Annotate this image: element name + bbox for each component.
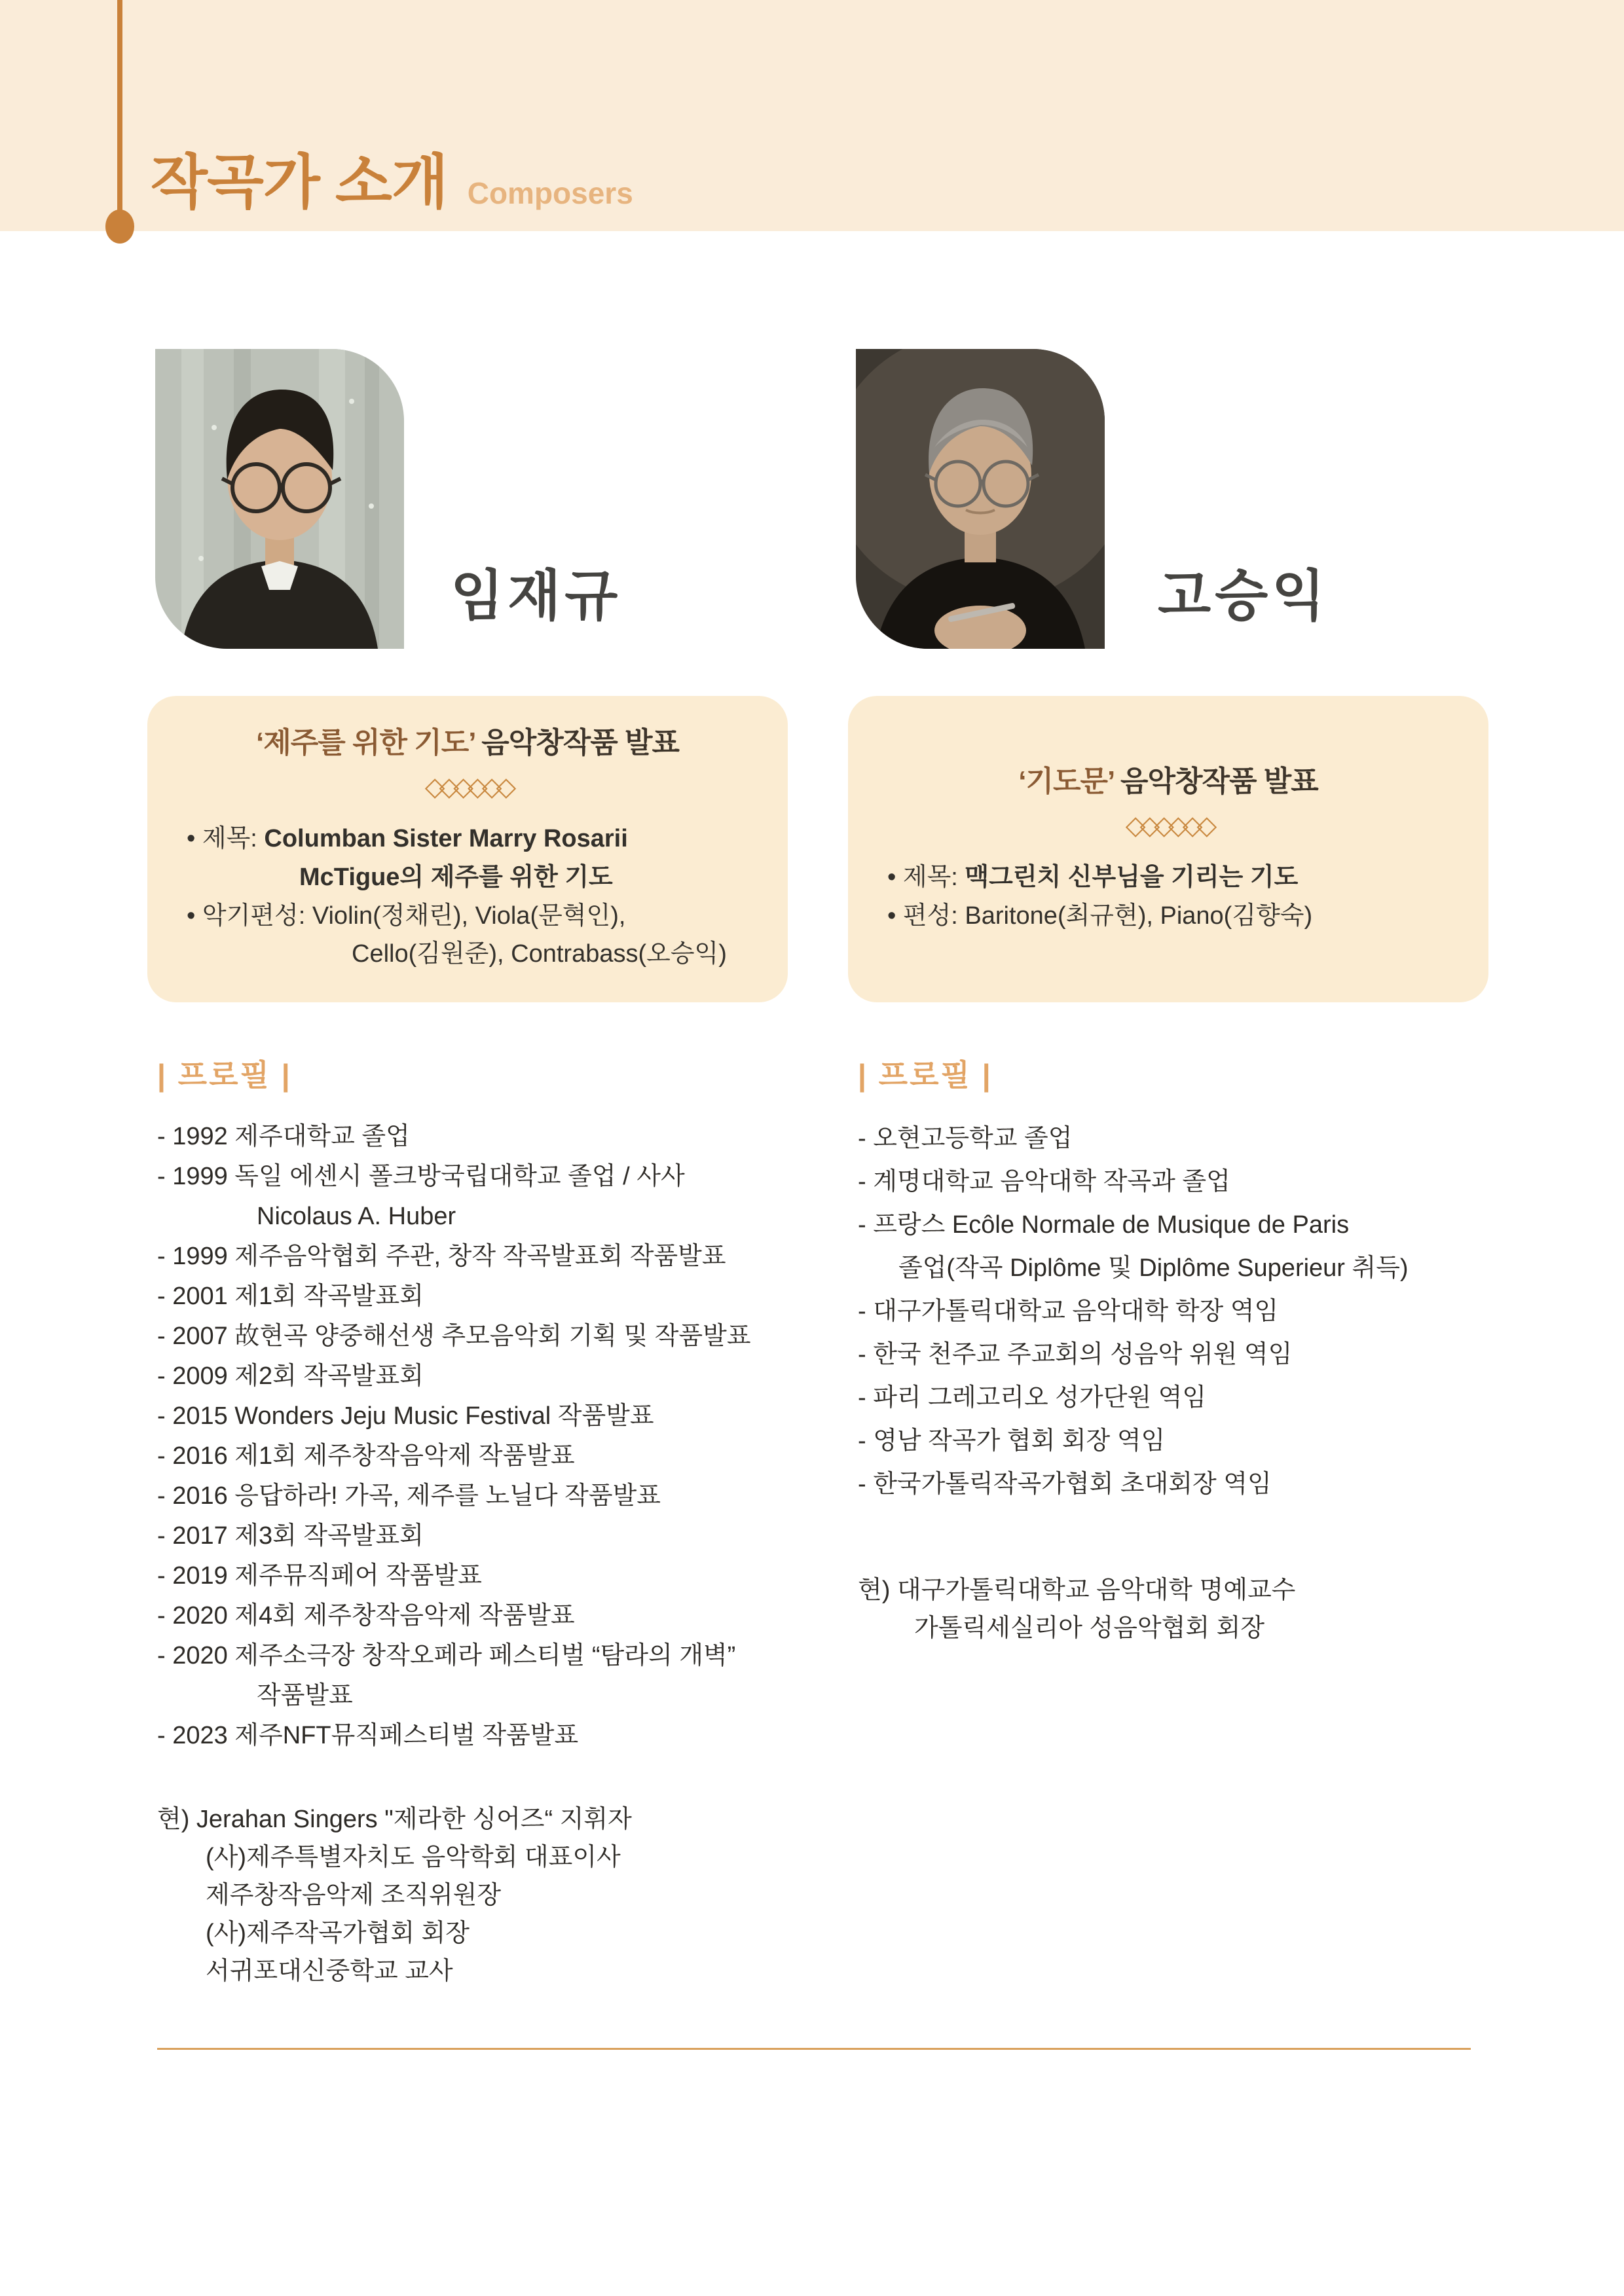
profile-item-continuation: Nicolaus A. Huber bbox=[257, 1203, 456, 1230]
profile-item: - 한국 천주교 주교회의 성음악 위원 역임 bbox=[858, 1341, 1293, 1368]
work-title-2 bbox=[887, 763, 1449, 799]
work-title-1 bbox=[187, 725, 748, 761]
profile-item: - 2007 故현곡 양중해선생 추모음악회 기획 및 작품발표 bbox=[157, 1322, 751, 1350]
portrait-photo-composer-1 bbox=[155, 349, 404, 649]
profile-item-continuation: 졸업(작곡 Diplôme 및 Diplôme Superieur 취득) bbox=[898, 1254, 1409, 1282]
profile-item: - 2019 제주뮤직페어 작품발표 bbox=[157, 1562, 482, 1590]
profile-item: - 2017 제3회 작곡발표회 bbox=[157, 1522, 424, 1550]
profile-item: - 2020 제4회 제주창작음악제 작품발표 bbox=[157, 1602, 575, 1630]
profile-heading-1: | 프로필 | bbox=[157, 1058, 292, 1092]
work-detail-title-wrap-1: McTigue의 제주를 위한 기도 bbox=[299, 863, 613, 891]
detail-label: • 편성: bbox=[887, 902, 958, 930]
profile-list-1 bbox=[157, 1117, 825, 1756]
detail-value: Violin(정채린), Viola(문혁인), bbox=[312, 902, 626, 930]
portrait-photo-composer-2 bbox=[856, 349, 1105, 649]
profile-item: - 1992 제주대학교 졸업 bbox=[157, 1123, 410, 1150]
profile-item: - 1999 독일 에센시 폴크방국립대학교 졸업 / 사사 bbox=[157, 1163, 685, 1190]
work-detail-instruments-wrap-1: Cello(김원준), Contrabass(오승익) bbox=[352, 940, 727, 968]
work-detail-title-line-2 bbox=[887, 858, 1449, 897]
profile-item: - 파리 그레고리오 성가단원 역임 bbox=[858, 1384, 1207, 1412]
detail-label: • 제목: bbox=[887, 863, 958, 891]
profile-item: - 대구가톨릭대학교 음악대학 학장 역임 bbox=[858, 1298, 1279, 1325]
profile-item: - 2009 제2회 작곡발표회 bbox=[157, 1362, 424, 1390]
page-title bbox=[151, 150, 633, 215]
current-position-item: 제주창작음악제 조직위원장 bbox=[206, 1882, 502, 1909]
profile-item: - 프랑스 Ecôle Normale de Musique de Paris bbox=[858, 1211, 1350, 1239]
header-accent-line bbox=[117, 0, 122, 216]
profile-heading-2: | 프로필 | bbox=[858, 1058, 993, 1092]
profile-item: - 오현고등학교 졸업 bbox=[858, 1125, 1073, 1152]
work-announcement-box-2 bbox=[848, 696, 1488, 1002]
profile-item: - 2001 제1회 작곡발표회 bbox=[157, 1283, 424, 1310]
work-detail-title-line-1 bbox=[187, 820, 748, 858]
composer-name-1: 임재규 bbox=[451, 563, 622, 628]
profile-item: - 영남 작곡가 협회 회장 역임 bbox=[858, 1427, 1166, 1455]
current-position-item: (사)제주작곡가협회 회장 bbox=[206, 1920, 470, 1947]
portrait-illustration-2 bbox=[856, 349, 1105, 649]
detail-label: • 제목: bbox=[187, 824, 257, 852]
current-position-item: (사)제주특별자치도 음악학회 대표이사 bbox=[206, 1844, 621, 1871]
profile-item-continuation: 작품발표 bbox=[257, 1682, 353, 1709]
current-position-item: 서귀포대신중학교 교사 bbox=[206, 1958, 453, 1985]
work-title-rest-1: 음악창작품 발표 bbox=[475, 726, 679, 759]
current-position-item: 가톨릭세실리아 성음악협회 회장 bbox=[914, 1614, 1265, 1642]
profile-item: - 계명대학교 음악대학 작곡과 졸업 bbox=[858, 1168, 1230, 1195]
profile-item: - 한국가톨릭작곡가협회 초대회장 역임 bbox=[858, 1470, 1272, 1498]
detail-label: • 악기편성: bbox=[187, 902, 306, 930]
page-title-korean: 작곡가 소개 bbox=[151, 150, 448, 215]
detail-value: 맥그린치 신부님을 기리는 기도 bbox=[965, 863, 1299, 891]
diamond-divider-1: ◇◇◇◇◇◇ bbox=[424, 772, 511, 801]
profile-item: - 2016 제1회 제주창작음악제 작품발표 bbox=[157, 1442, 575, 1470]
profile-item: - 2023 제주NFT뮤직페스티벌 작품발표 bbox=[157, 1722, 579, 1749]
work-detail-instruments-line-2 bbox=[887, 897, 1449, 936]
work-detail-instruments-line-1 bbox=[187, 897, 748, 936]
profile-item: - 1999 제주음악협회 주관, 창작 작곡발표회 작품발표 bbox=[157, 1243, 726, 1270]
detail-value: Columban Sister Marry Rosarii bbox=[264, 824, 628, 852]
bottom-divider-line bbox=[157, 2048, 1471, 2050]
page-title-english: Composers bbox=[467, 176, 633, 210]
current-position-item: 현) Jerahan Singers "제라한 싱어즈“ 지휘자 bbox=[157, 1806, 632, 1833]
profile-list-2 bbox=[858, 1117, 1532, 1506]
composer-name-2: 고승익 bbox=[1158, 563, 1329, 628]
diamond-divider-2: ◇◇◇◇◇◇ bbox=[1125, 811, 1211, 840]
profile-item: - 2016 응답하라! 가곡, 제주를 노닐다 작품발표 bbox=[157, 1482, 661, 1510]
work-announcement-box-1 bbox=[147, 696, 788, 1002]
work-title-rest-2: 음악창작품 발표 bbox=[1113, 765, 1318, 797]
profile-item: - 2020 제주소극장 창작오페라 페스티벌 “탐라의 개벽” bbox=[157, 1642, 736, 1669]
profile-item: - 2015 Wonders Jeju Music Festival 작품발표 bbox=[157, 1402, 654, 1430]
portrait-illustration-1 bbox=[155, 349, 404, 649]
current-positions-2 bbox=[858, 1571, 1295, 1647]
work-title-quoted-1: ‘제주를 위한 기도’ bbox=[256, 726, 475, 759]
header-accent-drop bbox=[105, 210, 134, 244]
detail-value: Baritone(최규현), Piano(김향숙) bbox=[965, 902, 1313, 930]
work-title-quoted-2: ‘기도문’ bbox=[1018, 765, 1114, 797]
current-position-item: 현) 대구가톨릭대학교 음악대학 명예교수 bbox=[858, 1576, 1296, 1604]
current-positions-1 bbox=[157, 1800, 632, 1990]
